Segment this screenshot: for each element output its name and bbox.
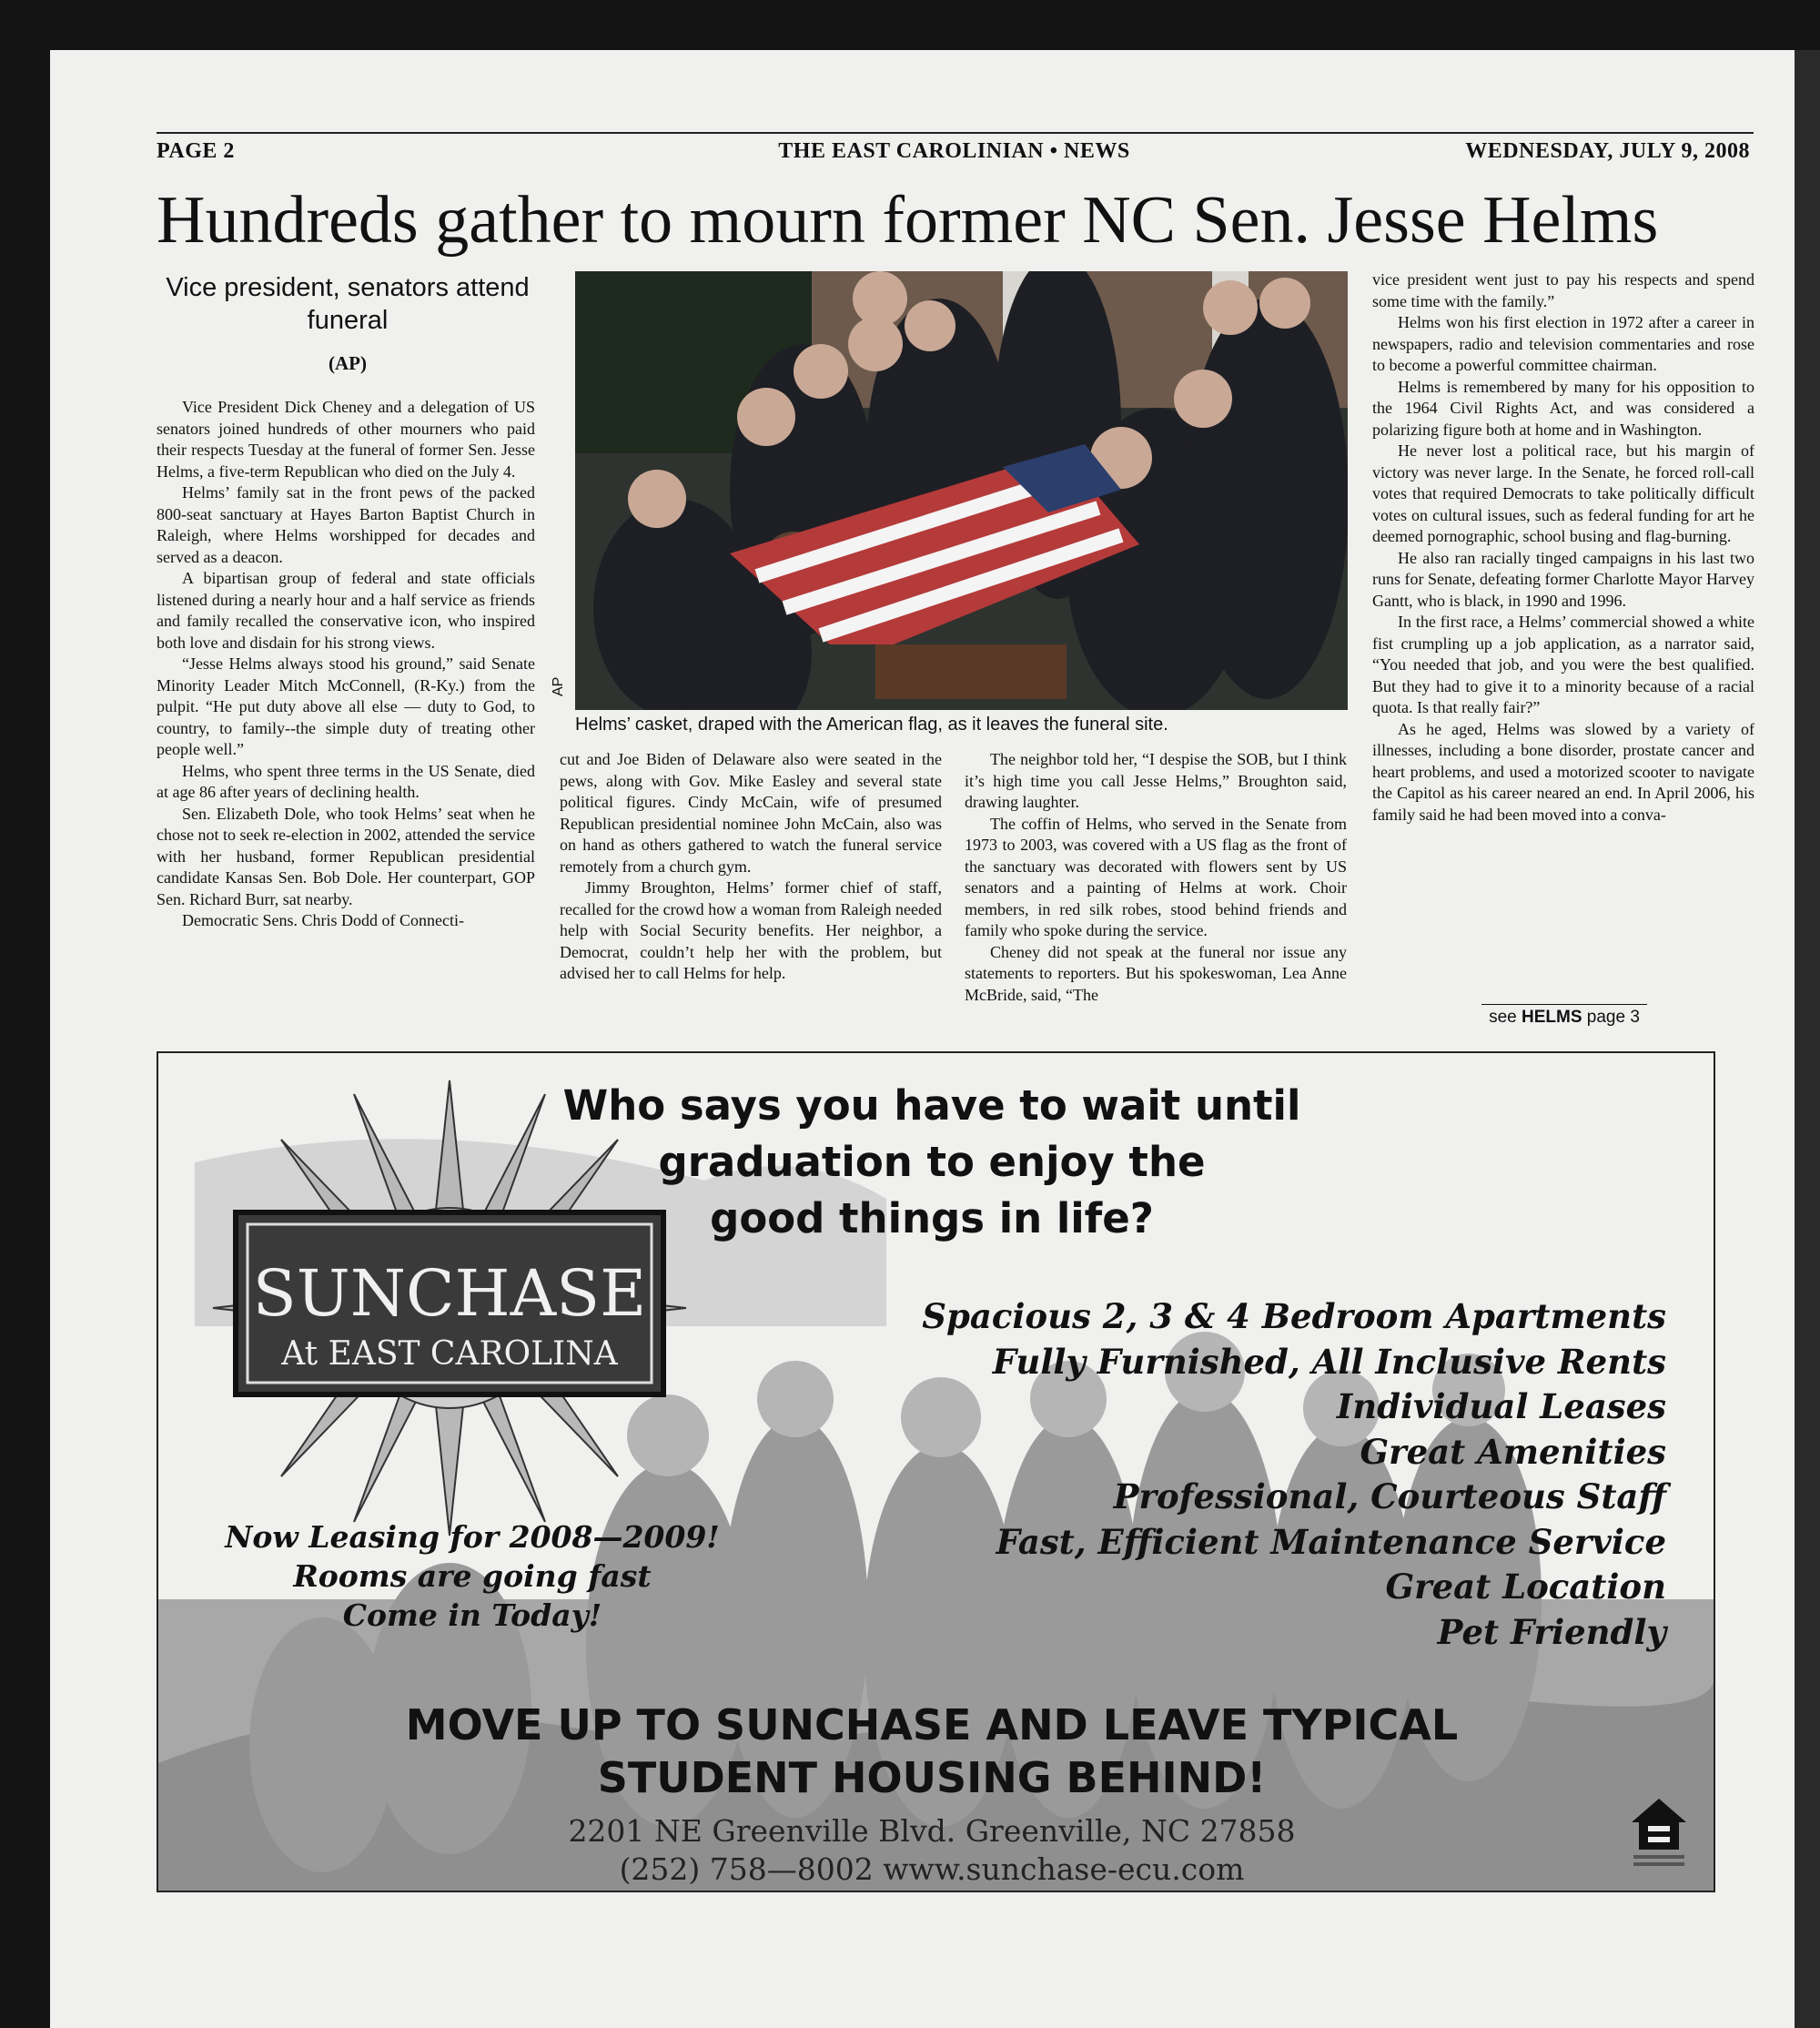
paragraph: Jimmy Broughton, Helms’ former chief of staff, recalled for the crowd how a woman from Raleigh needed help with Social Security benefits. Her neighbor, a Democrat, couldn’t help her with the problem, but advised her to call Helms for help. [560,878,942,982]
photo-credit: AP [551,676,566,696]
jump-keyword: HELMS [1522,1008,1582,1027]
binding-edge [1795,50,1820,2028]
paragraph: Helms is remembered by many for his opposition to the 1964 Civil Rights Act, and was considered a polarizing figure both at home and in Washington. [1372,377,1754,439]
paragraph: He never lost a political race, but his margin of victory was never large. In the Senate, he forced roll-call votes that required Democrats to take politically difficult votes on cultural issues, such as federal funding for art he deemed pornographic, school busing and flag-burning. [1372,441,1754,545]
paragraph: Vice President Dick Cheney and a delegation of US senators joined hundreds of other mourners who paid their respects Tuesday at the funeral of former Sen. Jesse Helms, a five-term Republican who died on the July 4. [157,398,535,481]
ad-feature: Spacious 2, 3 & 4 Bedroom Apartments [922,1296,1666,1336]
paragraph: cut and Joe Biden of Delaware also were seated in the pews, along with Gov. Mike Easley and several state political figures. Cindy McCain, wife of presumed Republican presidential nominee John McCain, also was on hand as others gathered to watch the funeral service remotely from a church gym. [560,750,942,876]
article-column-2 [560,749,942,985]
ad-leasing-callout [204,1517,741,1635]
ad-headline-line-2: graduation to enjoy the [658,1138,1206,1186]
ad-headline-line-1: Who says you have to wait until [562,1081,1301,1130]
jump-rule [1481,1004,1647,1005]
ad-feature: Pet Friendly [1437,1611,1666,1652]
ad-feature: Fast, Efficient Maintenance Service [996,1521,1666,1562]
ad-leasing-line: Now Leasing for 2008—2009! [225,1519,720,1555]
paragraph: The neighbor told her, “I despise the SOB, but I think it’s high time you call Jesse Helms,” Broughton said, drawing laughter. [965,750,1347,811]
paragraph: Sen. Elizabeth Dole, who took Helms’ seat when he chose not to seek re-election in 2002, attended the service with her husband, former Republican presidential candidate Kansas Sen. Bob Dole. Her counterpart, GOP Sen. Richard Burr, sat nearby. [157,804,535,908]
paragraph: The coffin of Helms, who served in the Senate from 1973 to 2003, was covered with a US flag as the front of the sanctuary was decorated with flowers sent by US senators and a painting of Helms at work. Choir members, in red silk robes, stood behind friends and family who spoke during the service. [965,814,1347,939]
ad-feature: Great Amenities [1360,1431,1666,1472]
paragraph: In the first race, a Helms’ commercial showed a white fist crumpling up a job application, as a narrator said, “You needed that job, and you were the best qualified. But they had to give it to a minority because of a racial quota. Is that really fair?” [1372,613,1754,716]
header-rule [157,132,1754,134]
ad-tagline-line-2: STUDENT HOUSING BEHIND! [597,1753,1267,1802]
sunchase-advertisement [157,1051,1715,1892]
masthead-date: WEDNESDAY, JULY 9, 2008 [1465,139,1750,163]
ad-tagline-line-1: MOVE UP TO SUNCHASE AND LEAVE TYPICAL [405,1700,1459,1749]
photo-caption: Helms’ casket, draped with the American flag, as it leaves the funeral site. [575,715,1168,735]
logo-location: At EAST CAROLINA [281,1335,618,1373]
article-column-4 [1372,269,1754,826]
ad-feature: Fully Furnished, All Inclusive Rents [992,1341,1666,1382]
masthead-title: THE EAST CAROLINIAN • NEWS [778,139,1130,163]
logo-name: SUNCHASE [252,1256,647,1331]
ad-feature: Great Location [1385,1567,1666,1607]
paragraph: He also ran racially tinged campaigns in his last two runs for Senate, defeating former Charlotte Mayor Harvey Gantt, who is black, in 1990 and 1996. [1372,548,1754,610]
ad-address: 2201 NE Greenville Blvd. Greenville, NC 27858 [568,1813,1296,1849]
paragraph: Democratic Sens. Chris Dodd of Connecti- [182,911,464,929]
article-deck: Vice president, senators attend funeral [166,273,530,335]
paragraph: vice president went just to pay his respects and spend some time with the family.” [1372,270,1754,310]
ad-feature: Professional, Courteous Staff [1113,1476,1666,1516]
ad-feature: Individual Leases [1336,1386,1666,1426]
paragraph: Helms’ family sat in the front pews of the packed 800-seat sanctuary at Hayes Barton Baptist Church in Raleigh, where Helms worshipped for decades and served as a deacon. [157,483,535,566]
article-byline: (AP) [329,352,367,374]
jump-page: page 3 [1586,1008,1640,1027]
page-number: PAGE 2 [157,139,235,163]
ad-leasing-line: Come in Today! [342,1597,602,1633]
paragraph: A bipartisan group of federal and state officials listened during a nearly hour and a half service as friends and family recalled the conservative icon, who inspired both love and disdain for his strong views. [157,569,535,652]
article-column-3 [965,749,1347,1006]
paragraph: As he aged, Helms was slowed by a variety of illnesses, including a bone disorder, prostate cancer and heart problems, and used a motorized scooter to navigate the Capitol as his career neared an end. In April 2006, his family said he had been moved into a conva- [1372,719,1754,824]
jump-prefix: see [1489,1008,1517,1027]
equal-housing-opportunity-icon [1628,1795,1690,1870]
article-headline: Hundreds gather to mourn former NC Sen. Jesse Helms [157,183,1659,258]
jump-line [1481,1008,1647,1028]
paragraph: “Jesse Helms always stood his ground,” said Senate Minority Leader Mitch McConnell, (R-Ky.) from the pulpit. “He put duty above all else — duty to God, to country, to family--the simple duty of treating other people well.” [157,654,535,758]
ad-contact: (252) 758—8002 www.sunchase-ecu.com [619,1851,1245,1887]
article-column-1 [157,397,535,932]
paragraph: Helms won his first election in 1972 after a career in newspapers, radio and television commentaries and rose to become a powerful committee chairman. [1372,313,1754,374]
paragraph: Helms, who spent three terms in the US Senate, died at age 86 after years of declining health. [157,761,535,801]
ad-headline-line-3: good things in life? [710,1194,1154,1242]
ad-leasing-line: Rooms are going fast [293,1558,652,1594]
paragraph: Cheney did not speak at the funeral nor issue any statements to reporters. But his spokeswoman, Lea Anne McBride, said, “The [965,942,1347,1004]
funeral-photo [575,271,1348,710]
